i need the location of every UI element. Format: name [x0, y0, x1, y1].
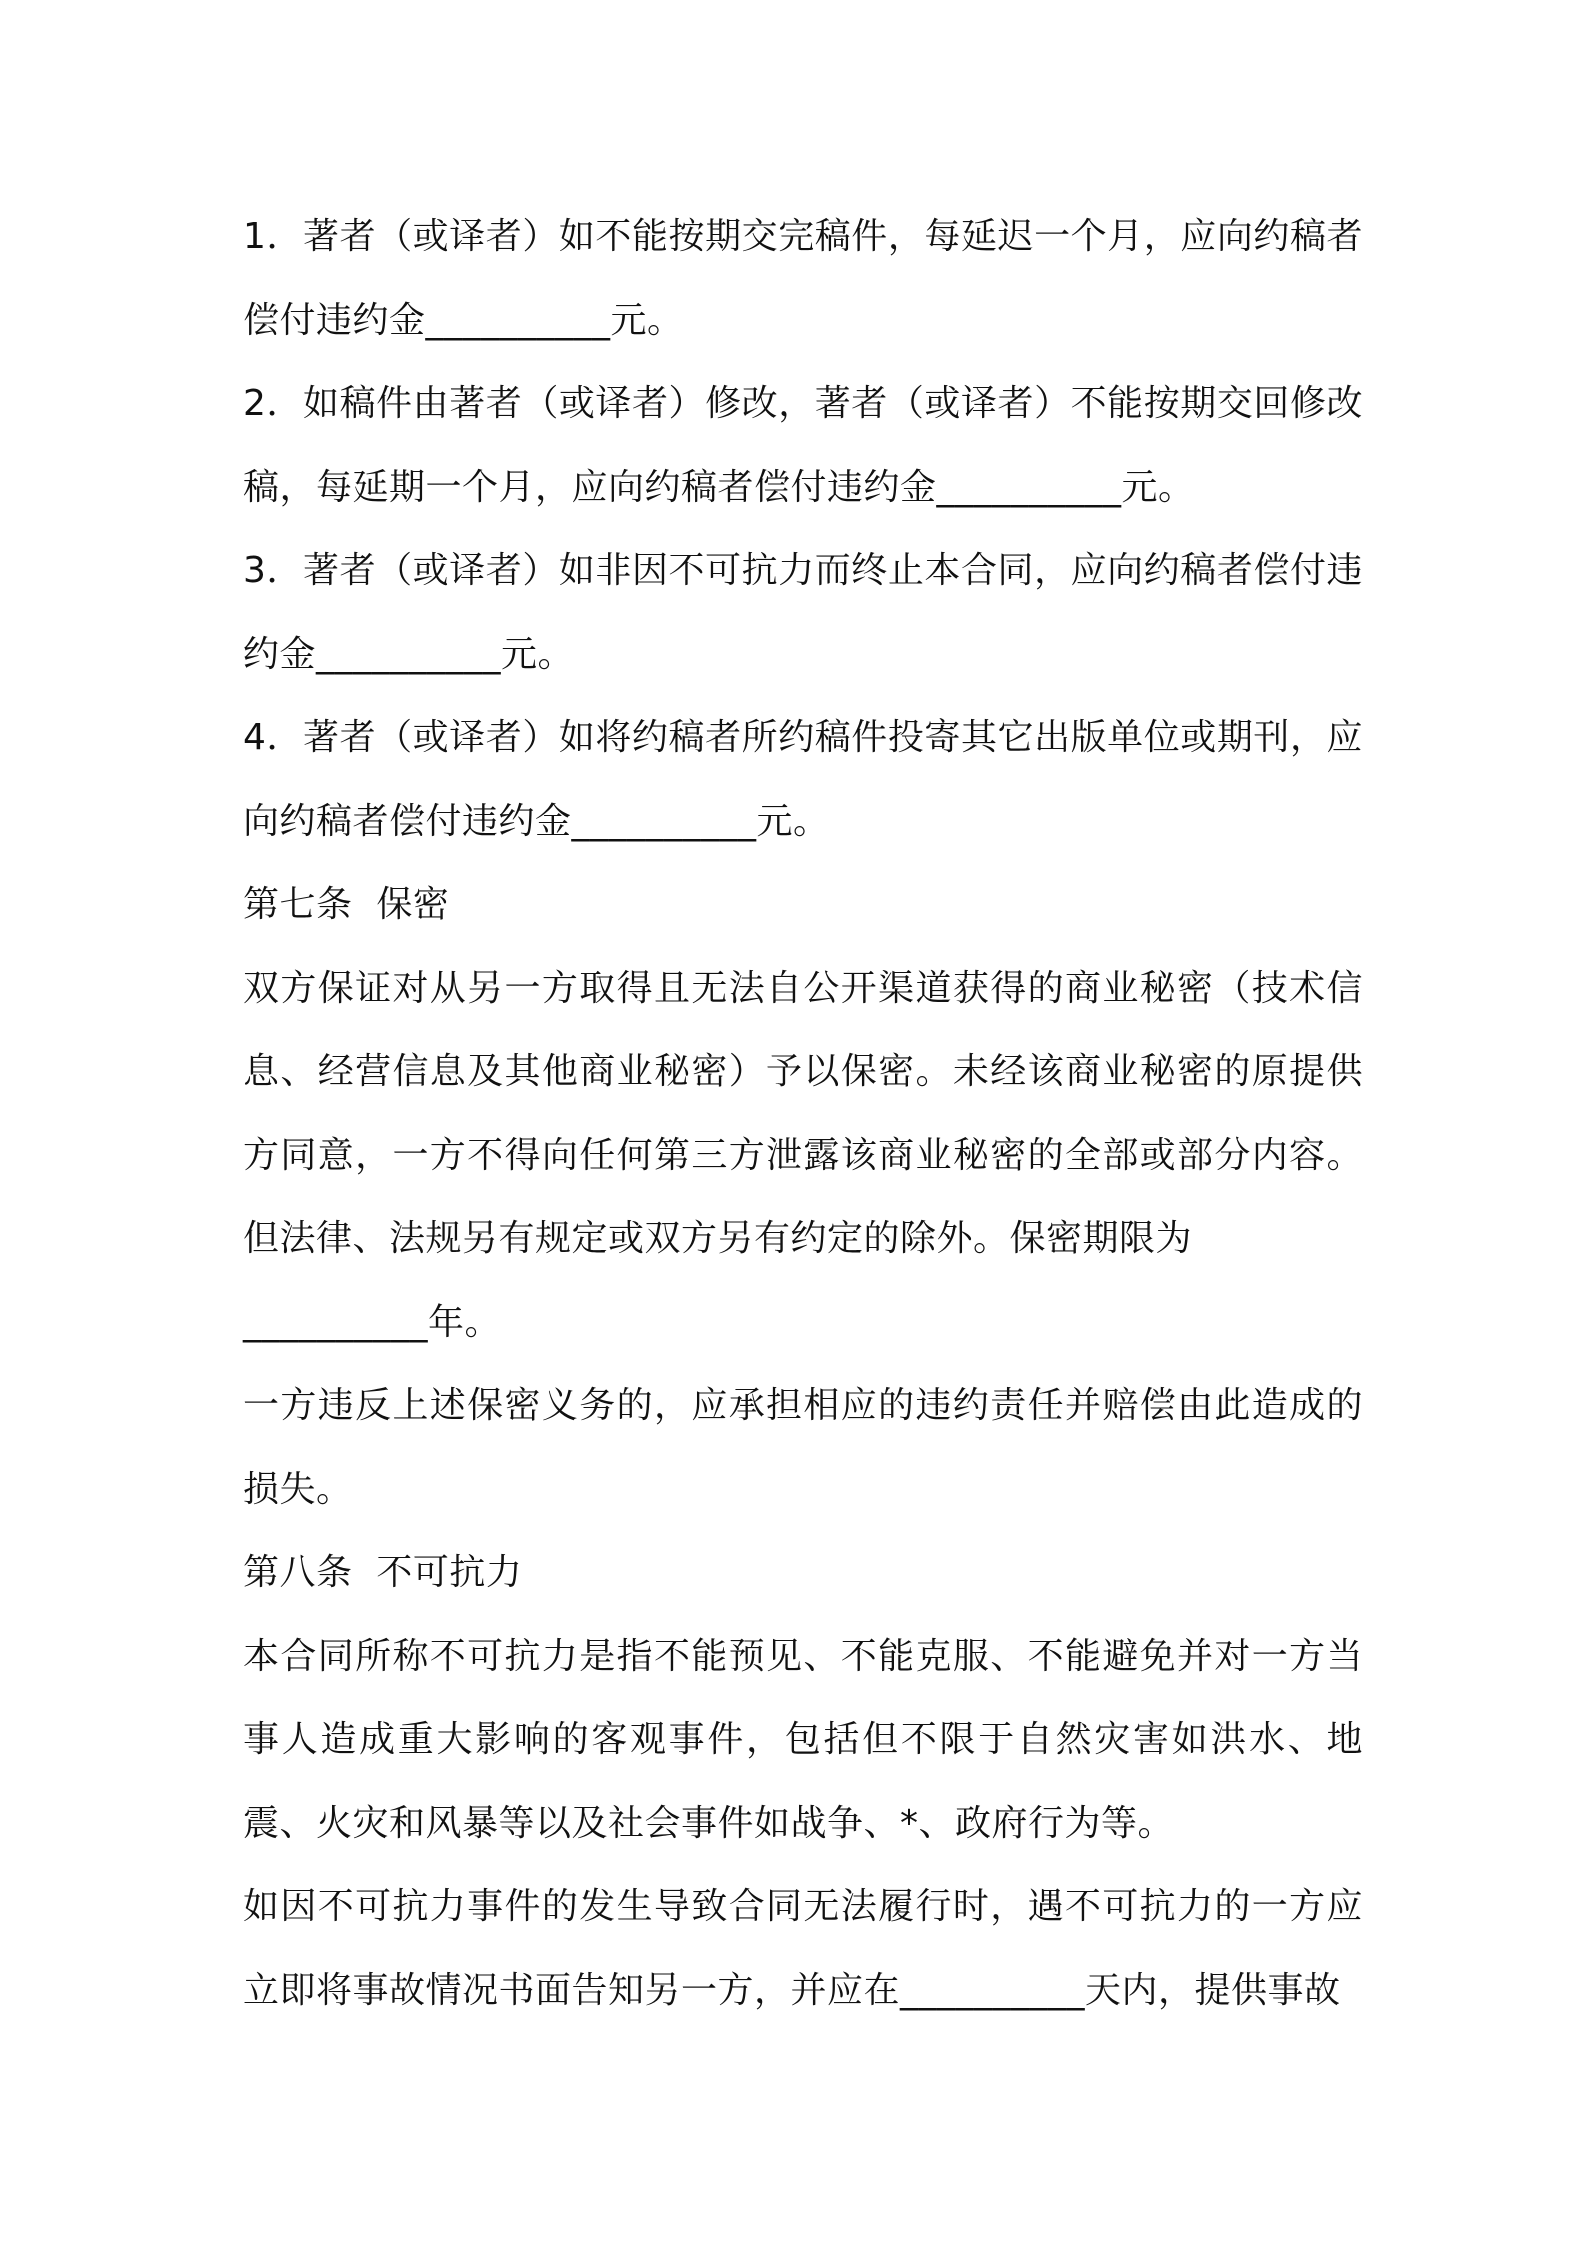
article-7-paragraph-2: 一方违反上述保密义务的，应承担相应的违约责任并赔偿由此造成的损失。: [243, 1385, 1363, 1510]
article-8-heading: 第八条 不可抗力: [243, 1552, 523, 1593]
clause-3: 3．著者（或译者）如非因不可抗力而终止本合同，应向约稿者偿付违约金__________元。: [243, 550, 1363, 675]
article-7-paragraph-1: 双方保证对从另一方取得且无法自公开渠道获得的商业秘密（技术信息、经营信息及其他商业秘密）予以保密。未经该商业秘密的原提供方同意，一方不得向任何第三方泄露该商业秘密的全部或部分内容。但法律、法规另有规定或双方另有约定的除外。保密期限为: [243, 967, 1363, 1259]
document-body: [243, 195, 1363, 2032]
article-8-paragraph-2: 如因不可抗力事件的发生导致合同无法履行时，遇不可抗力的一方应立即将事故情况书面告知另一方，并应在__________天内，提供事故: [243, 1886, 1363, 2011]
article-7-paragraph-1-tail: __________年。: [243, 1301, 502, 1343]
article-7-heading: 第七条 保密: [243, 884, 450, 925]
clause-2: 2．如稿件由著者（或译者）修改，著者（或译者）不能按期交回修改稿，每延期一个月，应向约稿者偿付违约金__________元。: [243, 383, 1363, 508]
clause-4: 4．著者（或译者）如将约稿者所约稿件投寄其它出版单位或期刊，应向约稿者偿付违约金__________元。: [243, 717, 1363, 842]
article-8-paragraph-1: 本合同所称不可抗力是指不能预见、不能克服、不能避免并对一方当事人造成重大影响的客观事件，包括但不限于自然灾害如洪水、地震、火灾和风暴等以及社会事件如战争、*、政府行为等。: [243, 1635, 1363, 1844]
clause-1: 1．著者（或译者）如不能按期交完稿件，每延迟一个月，应向约稿者偿付违约金__________元。: [243, 216, 1363, 341]
